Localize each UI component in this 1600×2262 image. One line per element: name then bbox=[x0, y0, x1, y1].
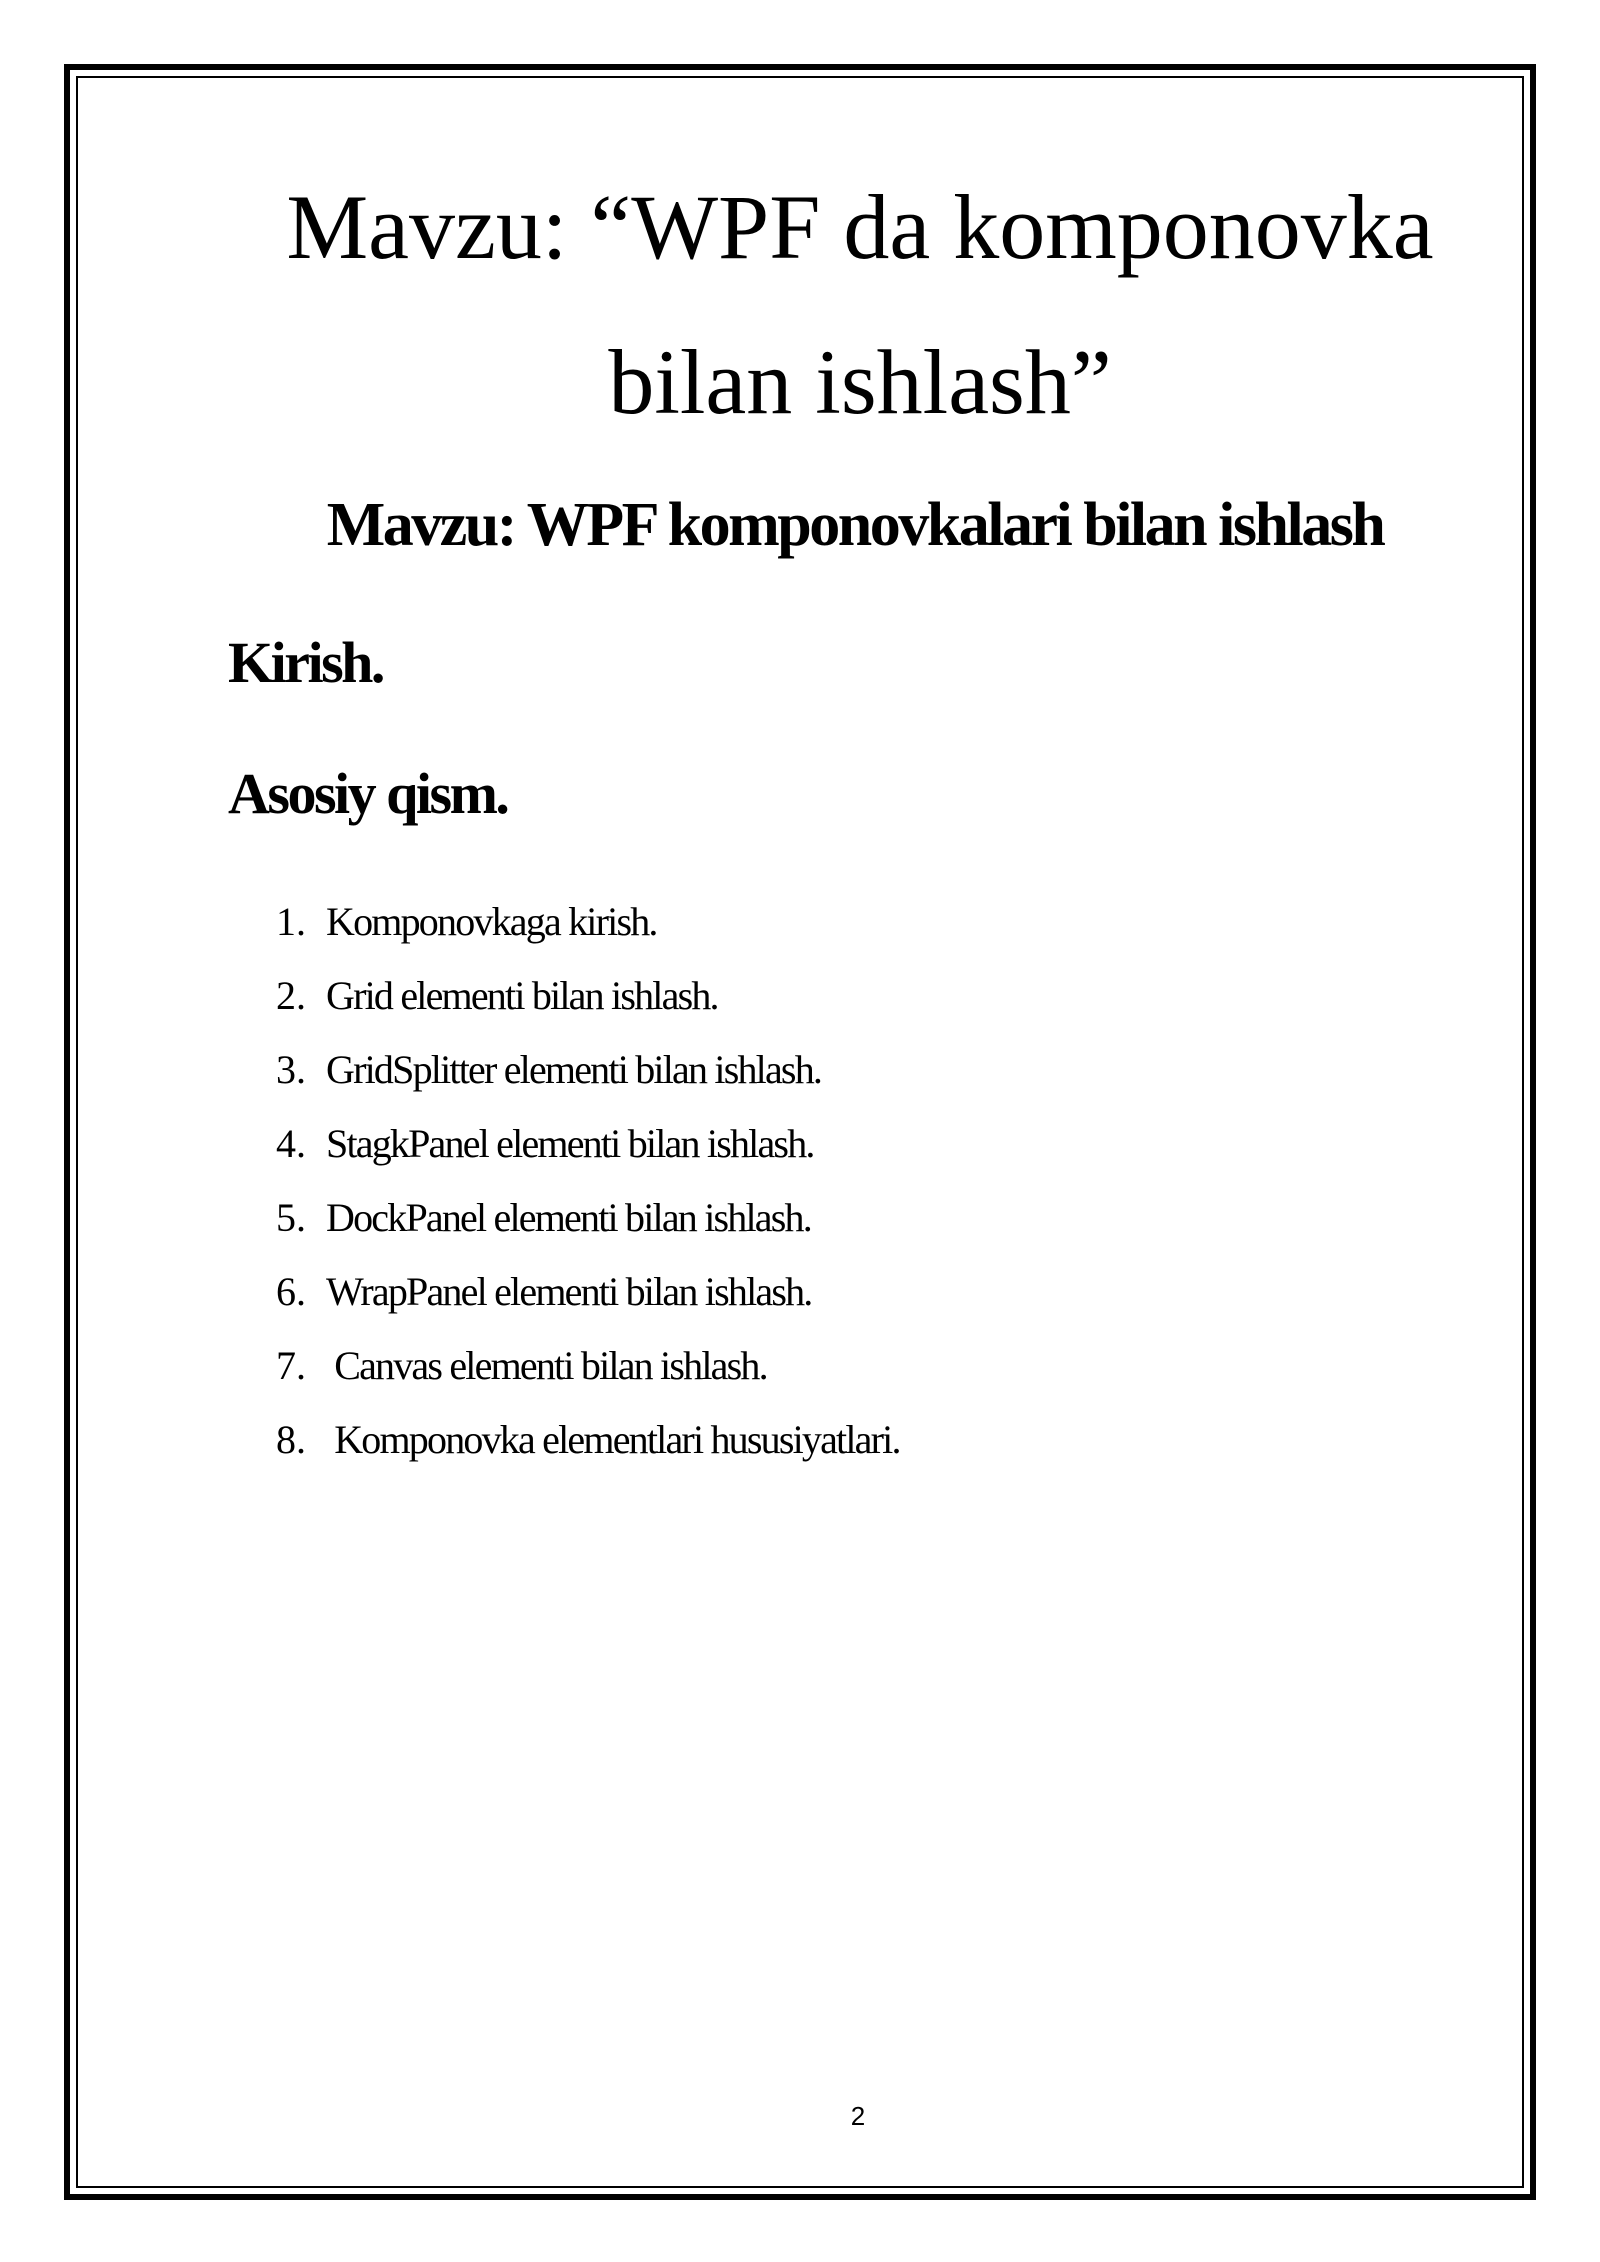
toc-item-number: 4. bbox=[276, 1121, 306, 1166]
page-title-line-1: Mavzu: “WPF da komponovka bbox=[286, 176, 1434, 278]
page-title bbox=[260, 150, 1460, 460]
toc-item-text: WrapPanel elementi bilan ishlash. bbox=[326, 1269, 812, 1314]
toc-item-number: 3. bbox=[276, 1047, 306, 1092]
page-number: 2 bbox=[850, 2101, 866, 2131]
main-part-heading: Asosiy qism. bbox=[228, 761, 508, 826]
toc-item-number: 6. bbox=[276, 1269, 306, 1314]
toc-item bbox=[276, 1255, 900, 1329]
toc-item-text: Canvas elementi bilan ishlash. bbox=[326, 1343, 767, 1388]
toc-item bbox=[276, 1329, 900, 1403]
toc-item-number: 8. bbox=[276, 1417, 306, 1462]
toc-item-number: 5. bbox=[276, 1195, 306, 1240]
toc-item-text: Komponovka elementlari hususiyatlari. bbox=[326, 1417, 900, 1462]
toc-item-text: Grid elementi bilan ishlash. bbox=[326, 973, 718, 1018]
toc-item-number: 1. bbox=[276, 899, 306, 944]
toc-item-text: GridSplitter elementi bilan ishlash. bbox=[326, 1047, 822, 1092]
toc-item bbox=[276, 1181, 900, 1255]
toc-item bbox=[276, 1403, 900, 1477]
subtitle: Mavzu: WPF komponovkalari bilan ishlash bbox=[326, 491, 1384, 559]
table-of-contents bbox=[276, 885, 900, 1477]
toc-item-text: StagkPanel elementi bilan ishlash. bbox=[326, 1121, 814, 1166]
toc-item-text: Komponovkaga kirish. bbox=[326, 899, 657, 944]
toc-item-text: DockPanel elementi bilan ishlash. bbox=[326, 1195, 811, 1240]
toc-item bbox=[276, 885, 900, 959]
toc-item bbox=[276, 1107, 900, 1181]
toc-item bbox=[276, 959, 900, 1033]
page-title-line-2: bilan ishlash” bbox=[608, 331, 1112, 433]
intro-heading: Kirish. bbox=[228, 630, 383, 695]
toc-item bbox=[276, 1033, 900, 1107]
toc-item-number: 2. bbox=[276, 973, 306, 1018]
toc-item-number: 7. bbox=[276, 1343, 306, 1388]
